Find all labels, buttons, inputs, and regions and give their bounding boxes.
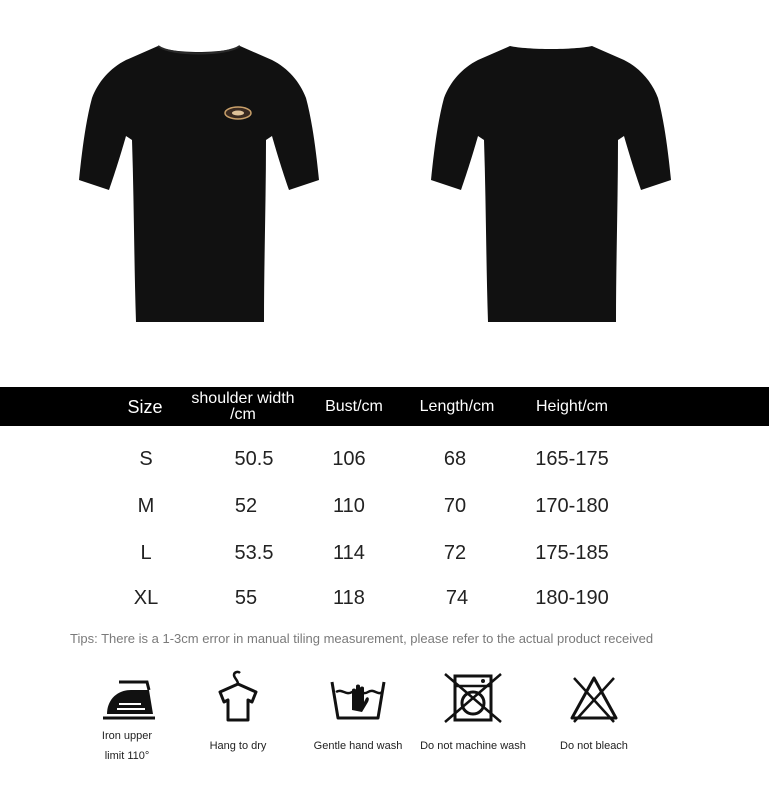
- care-label-hand-wash: Gentle hand wash: [313, 740, 403, 752]
- cell-size: L: [140, 542, 152, 564]
- care-label-no-machine-wash: Do not machine wash: [420, 740, 526, 752]
- cell-height: 175-185: [535, 542, 609, 564]
- table-row: [0, 495, 769, 525]
- tshirt-back-image: [428, 40, 674, 330]
- size-table-header: [0, 387, 769, 426]
- product-images: [0, 0, 769, 370]
- cell-length: 74: [445, 587, 469, 609]
- tshirt-front-image: [76, 40, 322, 330]
- care-label-hang: Hang to dry: [209, 740, 267, 752]
- cell-height: 165-175: [535, 448, 609, 470]
- cell-height: 180-190: [535, 587, 609, 609]
- cell-height: 170-180: [535, 495, 609, 517]
- iron-icon: [97, 670, 157, 726]
- cell-shoulder: 55: [234, 587, 258, 609]
- header-size: Size: [127, 396, 163, 417]
- no-machine-wash-icon: [443, 670, 503, 726]
- header-shoulder-line2: /cm: [230, 405, 256, 423]
- hanger-icon: [208, 670, 268, 726]
- care-label-iron-line2: limit 110°: [104, 750, 150, 762]
- cell-size: M: [137, 495, 155, 517]
- care-item-hand-wash: [293, 670, 423, 756]
- care-label-no-bleach: Do not bleach: [560, 740, 628, 752]
- cell-length: 70: [443, 495, 467, 517]
- table-row: [0, 587, 769, 617]
- cell-shoulder: 50.5: [234, 448, 274, 470]
- care-instructions: [0, 670, 769, 800]
- header-height: Height/cm: [535, 397, 609, 415]
- header-bust: Bust/cm: [325, 397, 383, 415]
- cell-size: XL: [133, 587, 159, 609]
- care-item-hang: [173, 670, 303, 756]
- measurement-tips: Tips: There is a 1-3cm error in manual tiling measurement, please refer to the actual product received: [70, 631, 654, 646]
- cell-bust: 106: [332, 448, 366, 470]
- no-bleach-icon: [564, 670, 624, 726]
- cell-bust: 118: [333, 587, 365, 609]
- header-shoulder-width: [178, 387, 308, 426]
- cell-bust: 114: [333, 542, 365, 564]
- table-row: [0, 448, 769, 478]
- cell-shoulder: 53.5: [234, 542, 274, 564]
- cell-bust: 110: [333, 495, 365, 517]
- care-item-no-machine-wash: [408, 670, 538, 756]
- care-label-iron-line1: Iron upper: [101, 730, 153, 742]
- cell-shoulder: 52: [234, 495, 258, 517]
- header-length: Length/cm: [419, 397, 495, 415]
- header-shoulder-line1: shoulder width: [191, 389, 295, 407]
- hand-wash-icon: [328, 670, 388, 726]
- cell-length: 68: [443, 448, 467, 470]
- care-item-no-bleach: [529, 670, 659, 756]
- cell-size: S: [139, 448, 153, 470]
- table-row: [0, 542, 769, 572]
- cell-length: 72: [443, 542, 467, 564]
